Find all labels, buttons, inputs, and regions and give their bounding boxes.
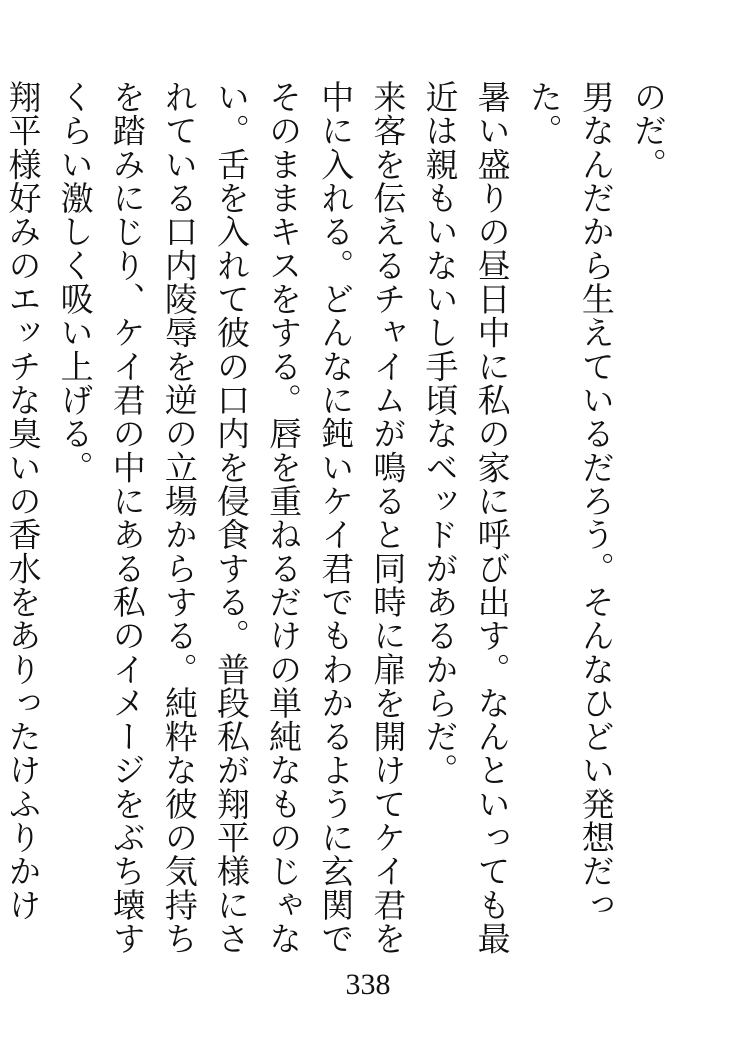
paragraph-5: 翔平様好みのエッチな臭いの香水をありったけふりかけ: [3, 80, 43, 922]
page-number: 338: [345, 968, 391, 1001]
vertical-text-body: [3, 80, 674, 960]
paragraph-3: 暑い盛りの昼日中に私の家に呼び出す。なんといっても最近は親もいないし手頃なベッドがあるからだ。: [420, 80, 512, 956]
paragraph-2: 男なんだから生えているだろう。そんなひどい発想だった。: [524, 80, 616, 922]
paragraph-4: 来客を伝えるチャイムが鳴ると同時に扉を開けてケイ君を中に入れる。どんなに鈍いケイ君でもわかるように玄関でそのままキスをする。唇を重ねるだけの単純なものじゃない。舌を入れて彼の口内を侵食する。普段私が翔平様にされている口内陵辱を逆の立場からする。純粋な彼の気持ちを踏みにじり、ケイ君の中にある私のイメージをぶち壊すくらい激しく吸い上げる。: [55, 80, 408, 956]
paragraph-1: のだ。: [629, 80, 668, 181]
